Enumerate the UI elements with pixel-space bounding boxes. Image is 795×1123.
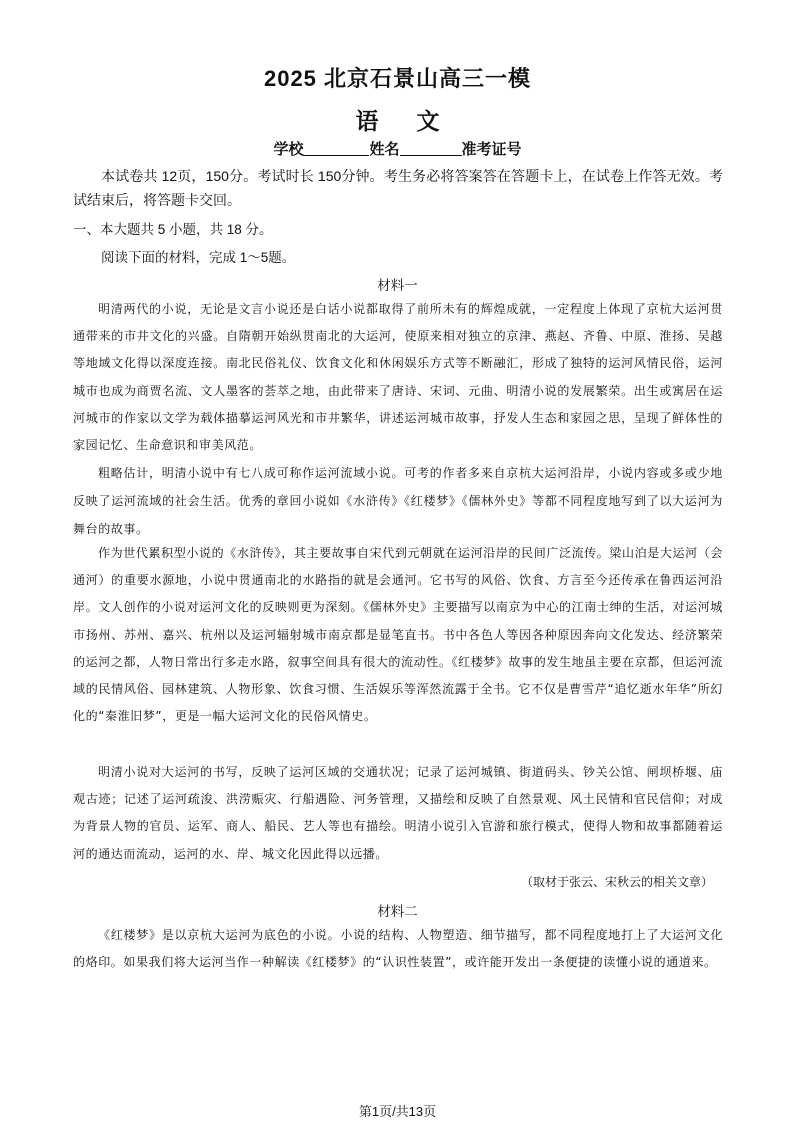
material-1-source: （取材于张云、宋秋云的相关文章）: [520, 875, 713, 889]
exam-title: 2025 北京石景山高三一模: [263, 66, 532, 91]
material-1-paragraph: 明清小说对大运河的书写，反映了运河区域的交通状况；记录了运河城镇、街道码头、钞关公馆、闸坝桥堰、庙观古迹；记述了运河疏浚、洪涝赈灾、行船遇险、河务管理，又描绘和反映了自然景观、风土民情和官民信仰；对成为背景人物的官员、运军、商人、船民、艺人等也有描绘。明清小说引入官游和旅行模式，使得人物和故事都随着运河的通达而流动，运河的水、岸、城文化因此得以远播。: [73, 765, 723, 861]
material-1-paragraph: 粗略估计，明清小说中有七八成可称作运河流域小说。可考的作者多来自京杭大运河沿岸，小说内容或多或少地反映了运河流域的社会生活。优秀的章回小说如《水浒传》《红楼梦》《儒林外史》等都不同程度地写到了以大运河为舞台的故事。: [73, 466, 723, 536]
section-instruction: 阅读下面的材料，完成 1～5题。: [101, 250, 296, 265]
school-blank: [303, 141, 369, 156]
candidate-info-line: [0, 138, 795, 159]
name-blank: [400, 141, 462, 156]
material-1-heading: 材料一: [377, 278, 418, 293]
exam-instructions: 本试卷共 12页，150分。考试时长 150分钟。考生务必将答案答在答题卡上，在试卷上作答无效。考试结束后，将答题卡交回。: [73, 168, 723, 208]
subject-title: 语 文: [355, 108, 440, 135]
material-2-paragraph: 《红楼梦》是以京杭大运河为底色的小说。小说的结构、人物塑造、细节描写，都不同程度地打上了大运河文化的烙印。如果我们将大运河当作一种解读《红楼梦》的“认识性装置”，或许能开发出一条便捷的读懂小说的通道来。: [73, 928, 723, 970]
name-label: 姓名: [369, 141, 400, 158]
material-1-paragraph: 作为世代累积型小说的《水浒传》，其主要故事自宋代到元朝就在运河沿岸的民间广泛流传。梁山泊是大运河（会通河）的重要水源地，小说中贯通南北的水路指的就是会通河。它书写的风俗、饮食、方言至今还传承在鲁西运河沿岸。文人创作的小说对运河文化的反映则更为深刻。《儒林外史》主要描写以南京为中心的江南士绅的生活，对运河城市扬州、苏州、嘉兴、杭州以及运河辐射城市南京都是显笔直书。书中各色人等因各种原因奔向文化发达、经济繁荣的运河之都，人物日常出行多走水路，叙事空间具有很大的流动性。《红楼梦》故事的发生地虽主要在京都，但运河流域的民情风俗、园林建筑、人物形象、饮食习惯、生活娱乐等浑然流露于全书。它不仅是曹雪芹“追忆逝水年华”所幻化的“秦淮旧梦”，更是一幅大运河文化的民俗风情史。: [73, 546, 723, 724]
exam-id-label: 准考证号: [461, 141, 522, 158]
page-number: 第1页/共13页: [358, 1104, 437, 1119]
material-1-paragraph: 明清两代的小说，无论是文言小说还是白话小说都取得了前所未有的辉煌成就，一定程度上体现了京杭大运河贯通带来的市井文化的兴盛。自隋朝开始纵贯南北的大运河，使原来相对独立的京津、燕赵、齐鲁、中原、淮扬、吴越等地域文化得以深度连接。南北民俗礼仪、饮食文化和休闲娱乐方式等不断融汇，形成了独特的运河风情民俗，运河城市也成为商贾名流、文人墨客的荟萃之地，由此带来了唐诗、宋词、元曲、明清小说的发展繁荣。出生或寓居在运河城市的作家以文学为载体描摹运河风光和市井繁华，讲述运河城市故事，抒发人生态和家园之思，呈现了鲜体性的家园记忆、生命意识和审美风范。: [73, 302, 723, 453]
material-2-heading: 材料二: [377, 904, 418, 919]
school-label: 学校: [273, 141, 304, 158]
section-title: 一、本大题共 5 小题，共 18 分。: [73, 222, 273, 237]
